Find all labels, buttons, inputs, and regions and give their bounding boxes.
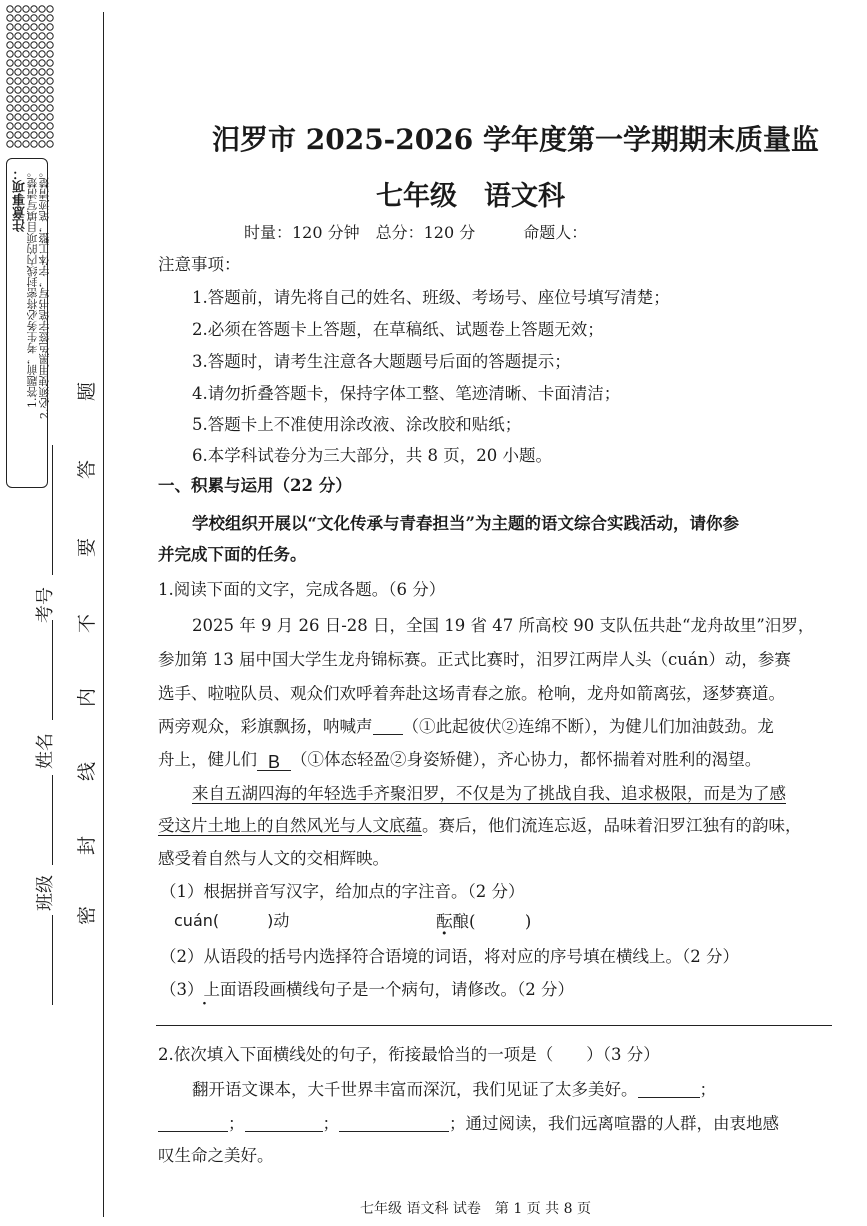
passage-line: 叹生命之美好。 (158, 1146, 274, 1165)
name-blank[interactable] (52, 620, 53, 720)
passage-line: 选手、啦啦队员、观众们欢呼着奔赴这场青春之旅。枪响，龙舟如箭离弦，逐梦赛道。 (158, 684, 785, 703)
page-footer: 七年级 语文科 试卷 第 1 页 共 8 页 (360, 1201, 591, 1217)
underlined-sentence-end: 受这片土地上的自然风光与人文底蕴 (158, 816, 422, 835)
note-item: 3.答题时，请考生注意各大题题号后面的答题提示； (192, 352, 571, 371)
passage-text: 两旁观众，彩旗飘扬，呐喊声 (158, 717, 373, 736)
underlined-sentence: 来自五湖四海的年轻选手齐聚汨罗，不仅是为了挑战自我、追求极限，而是为了感 (192, 784, 786, 803)
seal-line (103, 12, 104, 1217)
answer-line[interactable] (156, 1025, 832, 1026)
binding-holes (4, 4, 54, 154)
passage-line (158, 812, 802, 836)
answer-blank[interactable] (638, 1081, 700, 1098)
exam-number-blank[interactable] (52, 445, 53, 575)
exam-number-label: 考号 (35, 587, 56, 623)
passage-line: 2025 年 9 月 26 日-28 日，全国 19 省 47 所高校 90 支队伍共赴“龙舟故里”汨罗， (192, 616, 815, 635)
section-heading: 一、积累与运用（22 分） (158, 476, 352, 495)
passage-line-with-blank: 翻开语文课本，大千世界丰富而深沉，我们见证了太多美好。 ； (192, 1080, 716, 1099)
seal-char: 题 (76, 381, 99, 402)
sub-question-3: （3）上面语段画横线句子是一个病句，请修改。（2 分） (160, 980, 574, 999)
passage-text: （①体态轻盈②身姿矫健），齐心协力，都怀揣着对胜利的渴望。 (291, 750, 762, 769)
passage-line: 感受着自然与人文的交相辉映。 (158, 849, 389, 868)
binding-notice-item-2: 2.必须使用黑色签字笔书写，字体工整，笔迹清楚。 (38, 167, 51, 420)
seal-char: 封 (76, 835, 99, 856)
passage-line: 参加第 13 届中国大学生龙舟锦标赛。正式比赛时，汨罗江两岸人头（cuán）动，参赛 (158, 650, 791, 669)
passage-text: （①此起彼伏②连绵不断），为健儿们加油鼓劲。龙 (402, 717, 774, 736)
dotted-character: 酝 (436, 912, 453, 931)
passage-line-with-blank: ； ； ；通过阅读，我们远离喧嚣的人群，由衷地感 (158, 1110, 779, 1134)
class-label: 班级 (35, 875, 56, 911)
exam-title: 汨罗市 2025-2026 学年度第一学期期末质量监 (212, 123, 819, 156)
seal-char: 内 (76, 687, 99, 708)
note-item: 5.答题卡上不准使用涂改液、涂改胶和贴纸； (192, 415, 522, 434)
seal-char: 要 (76, 537, 99, 558)
passage-text: 。赛后，他们流连忘返，品味着汨罗江独有的韵味， (422, 816, 802, 835)
sub-question-1-pinyin-answer[interactable]: cuán( )动 (174, 911, 290, 930)
passage-text: ；通过阅读，我们远离喧嚣的人群，由衷地感 (449, 1114, 779, 1133)
question-2-heading: 2.依次填入下面横线处的句子，衔接最恰当的一项是（ ）（3 分） (158, 1045, 660, 1064)
answer-parens: 酿( ) (452, 912, 532, 931)
answer-blank-1[interactable] (373, 718, 403, 735)
passage-line-with-blank (158, 746, 761, 771)
exam-subtitle: 七年级 语文科 (376, 181, 565, 212)
note-item: 4.请勿折叠答题卡，保持字体工整、笔迹清晰、卡面清洁； (192, 384, 621, 403)
answer-blank[interactable] (158, 1115, 228, 1132)
class-blank[interactable] (52, 915, 53, 1005)
passage-text: 舟上，健儿们 (158, 750, 257, 769)
sub-question-1: （1）根据拼音写汉字，给加点的字注音。（2 分） (160, 882, 525, 901)
question-1-heading: 1.阅读下面的文字，完成各题。（6 分） (158, 580, 446, 599)
sub-question-2: （2）从语段的括号内选择符合语境的词语，将对应的序号填在横线上。（2 分） (160, 947, 739, 966)
dot-mark: · (202, 996, 207, 1012)
section-intro-cont: 并完成下面的任务。 (158, 545, 307, 564)
passage-text: 翻开语文课本，大千世界丰富而深沉，我们见证了太多美好。 (192, 1080, 638, 1099)
note-item: 1.答题前，请先将自己的姓名、班级、考场号、座位号填写清楚； (192, 288, 670, 307)
name-label: 姓名 (35, 733, 56, 769)
passage-line-with-blank (158, 713, 774, 737)
seal-char: 密 (76, 905, 99, 926)
answer-blank[interactable] (339, 1115, 449, 1132)
seal-char: 线 (76, 761, 99, 782)
notes-heading: 注意事项： (158, 255, 241, 274)
name-blank-2[interactable] (52, 775, 53, 865)
note-item: 6.本学科试卷分为三大部分，共 8 页，20 小题。 (192, 446, 552, 465)
answer-blank-2[interactable]: B (257, 754, 291, 771)
binding-notice-item-1: 1.答题前，考生务必将密封线内的项目填写清楚。 (26, 167, 39, 409)
answer-blank[interactable] (245, 1115, 323, 1132)
binding-notice-box (6, 158, 51, 488)
seal-char: 答 (76, 459, 99, 480)
section-intro: 学校组织开展以“文化传承与青春担当”为主题的语文综合实践活动，请你参 (192, 514, 739, 533)
sub-question-1-char-answer[interactable] (436, 908, 531, 932)
seal-char: 不 (76, 613, 99, 634)
binding-notice-title: 注意事项： (13, 167, 28, 232)
note-item: 2.必须在答题卡上答题，在草稿纸、试题卷上答题无效； (192, 320, 604, 339)
exam-meta: 时量：120 分钟 总分：120 分 命题人： (244, 223, 588, 242)
